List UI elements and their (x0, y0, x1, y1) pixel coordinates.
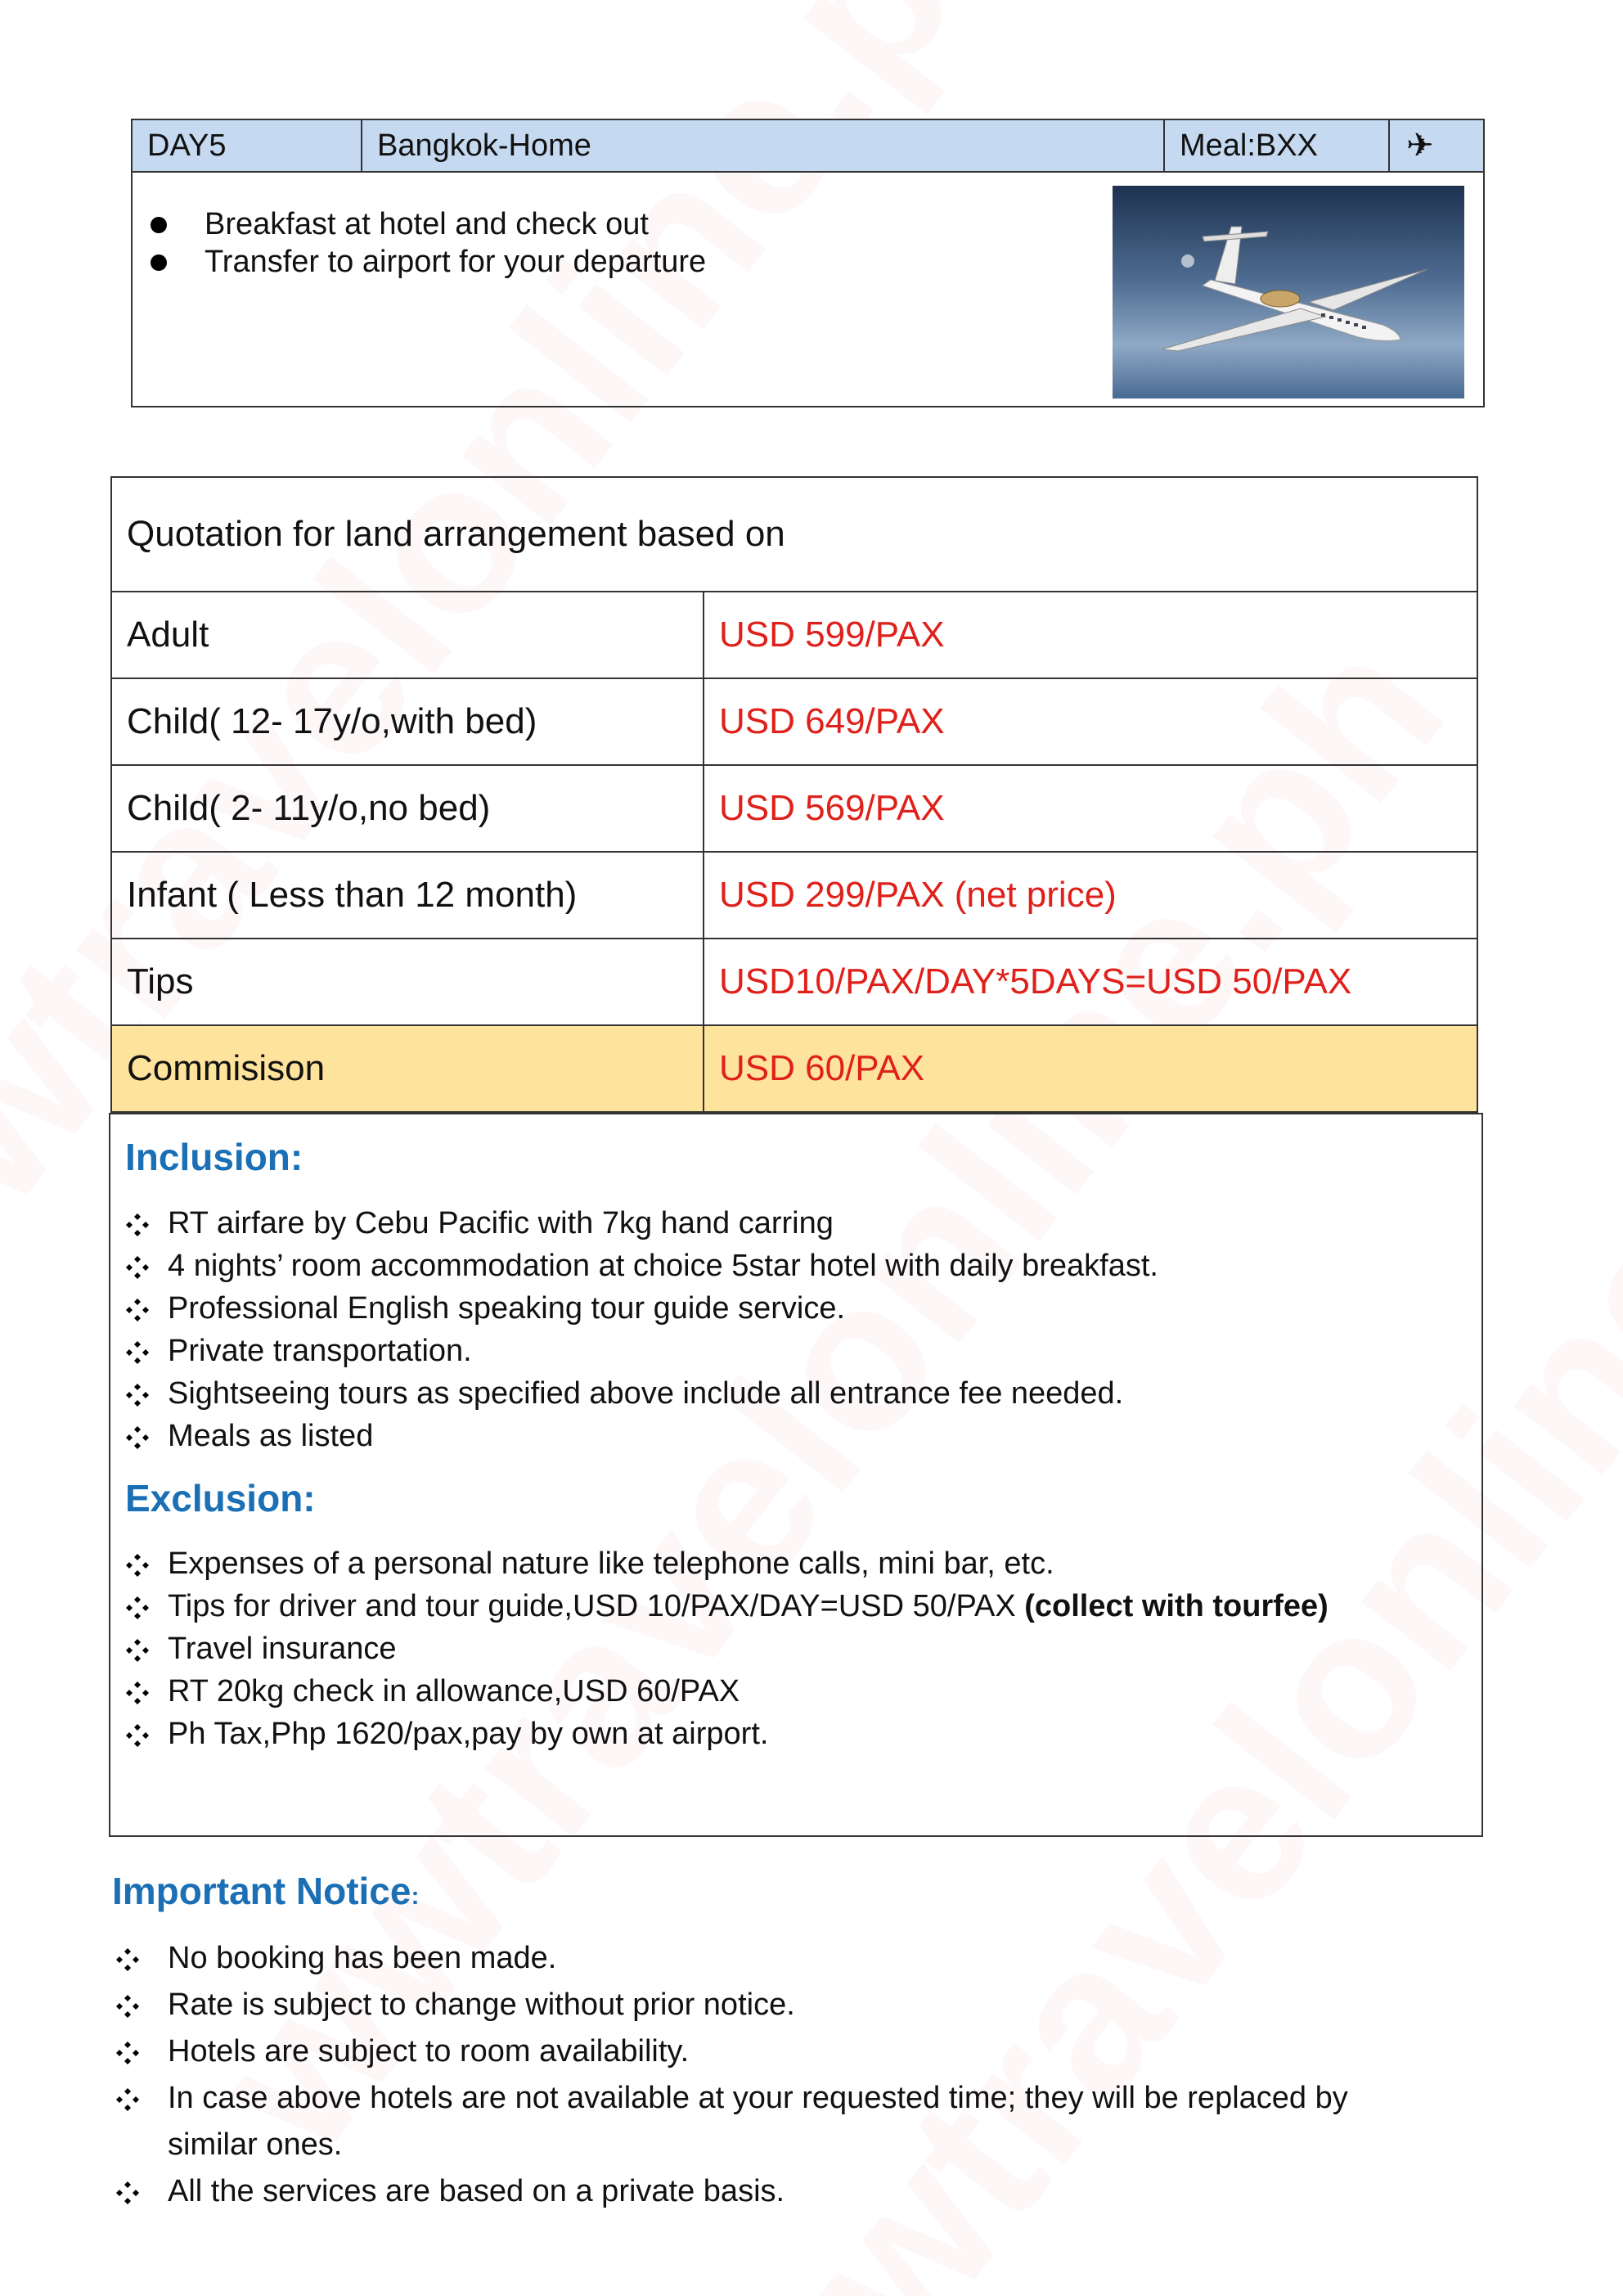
day-route: Bangkok-Home (362, 120, 1165, 171)
diamond-bullet-icon (115, 2181, 140, 2205)
list-item-text: No booking has been made. (168, 1941, 557, 1975)
inclusion-list (110, 1202, 1158, 1457)
list-item (112, 1982, 1486, 2028)
list-item-text: Travel insurance (168, 1632, 397, 1666)
list-item-text: Hotels are subject to room availability. (168, 2034, 690, 2069)
list-item (110, 1330, 1158, 1372)
list-item-text: All the services are based on a private basis. (168, 2174, 785, 2208)
day-meal: Meal:BXX (1165, 120, 1390, 171)
diamond-bullet-icon (125, 1255, 150, 1280)
list-item: Breakfast at hotel and check out (147, 205, 706, 243)
airplane-photo (1113, 186, 1464, 398)
diamond-bullet-icon (125, 1553, 150, 1578)
quotation-title: Quotation for land arrangement based on (112, 478, 1477, 592)
list-item-continuation (112, 2122, 1486, 2168)
day-header-row (133, 120, 1483, 173)
diamond-bullet-icon (125, 1638, 150, 1663)
price-value: USD10/PAX/DAY*5DAYS=USD 50/PAX (719, 961, 1352, 1002)
list-item-text: RT airfare by Cebu Pacific with 7kg hand carring (168, 1206, 834, 1240)
notice-title (112, 1869, 419, 1913)
list-item: Transfer to airport for your departure (147, 243, 706, 281)
table-row (112, 679, 1477, 766)
inclusion-exclusion-box (109, 1113, 1483, 1837)
price-value: USD 649/PAX (719, 701, 945, 741)
list-item (110, 1585, 1329, 1627)
list-item (110, 1202, 1158, 1245)
diamond-bullet-icon (125, 1383, 150, 1407)
notice-title-colon: : (411, 1883, 420, 1910)
list-item-text: Meals as listed (168, 1419, 374, 1453)
price-label: Child( 12- 17y/o,with bed) (112, 679, 704, 764)
table-row (112, 853, 1477, 939)
exclusion-list (110, 1542, 1329, 1755)
list-item-text: Rate is subject to change without prior notice. (168, 1988, 795, 2022)
price-label: Infant ( Less than 12 month) (112, 853, 704, 938)
airplane-icon: ✈ (1406, 128, 1434, 164)
list-item-text: In case above hotels are not available at your requested time; they will be replaced by (168, 2081, 1348, 2115)
diamond-bullet-icon (115, 2041, 140, 2065)
list-item (110, 1287, 1158, 1330)
quotation-table (110, 476, 1478, 1113)
list-item (112, 2075, 1486, 2122)
list-item (110, 1670, 1329, 1713)
list-item-text: Professional English speaking tour guide service. (168, 1291, 846, 1326)
table-row (112, 939, 1477, 1026)
price-value: USD 299/PAX (net price) (719, 875, 1117, 915)
price-label: Adult (112, 592, 704, 678)
exclusion-title: Exclusion: (125, 1477, 316, 1519)
list-item-text: similar ones. (168, 2127, 343, 2162)
price-label: Child( 2- 11y/o,no bed) (112, 766, 704, 851)
collect-note: (collect with tourfee) (1024, 1589, 1329, 1623)
list-item-text: Expenses of a personal nature like telephone calls, mini bar, etc. (168, 1546, 1054, 1581)
diamond-bullet-icon (115, 2087, 140, 2112)
list-item (110, 1415, 1158, 1457)
diamond-bullet-icon (125, 1213, 150, 1237)
diamond-bullet-icon (125, 1596, 150, 1620)
day-body (133, 173, 1483, 407)
table-row (112, 766, 1477, 853)
list-item-text: Ph Tax,Php 1620/pax,pay by own at airport. (168, 1717, 769, 1751)
list-item (110, 1245, 1158, 1287)
diamond-bullet-icon (125, 1425, 150, 1450)
diamond-bullet-icon (125, 1681, 150, 1705)
list-item-text: Tips for driver and tour guide,USD 10/PAX/DAY=USD 50/PAX (168, 1589, 1025, 1623)
day-itinerary-table (131, 119, 1485, 407)
notice-list (112, 1935, 1486, 2215)
list-item-text: Sightseeing tours as specified above include all entrance fee needed. (168, 1376, 1124, 1411)
diamond-bullet-icon (125, 1340, 150, 1365)
list-item-text: 4 nights’ room accommodation at choice 5star hotel with daily breakfast. (168, 1249, 1158, 1283)
price-value: USD 60/PAX (719, 1048, 925, 1088)
list-item (110, 1542, 1329, 1585)
list-item (112, 2028, 1486, 2075)
list-item (110, 1713, 1329, 1755)
list-item (110, 1372, 1158, 1415)
price-label: Commisison (112, 1026, 704, 1111)
price-value: USD 599/PAX (719, 615, 945, 655)
commission-row (112, 1026, 1477, 1111)
diamond-bullet-icon (115, 1994, 140, 2019)
list-item (112, 1935, 1486, 1982)
diamond-bullet-icon (125, 1723, 150, 1748)
list-item (112, 2168, 1486, 2215)
notice-title-text: Important Notice (112, 1870, 411, 1912)
diamond-bullet-icon (115, 1947, 140, 1972)
list-item (110, 1627, 1329, 1670)
diamond-bullet-icon (125, 1298, 150, 1322)
inclusion-title: Inclusion: (125, 1136, 303, 1178)
price-label: Tips (112, 939, 704, 1024)
day-label: DAY5 (133, 120, 362, 171)
day-activities (147, 205, 706, 281)
table-row (112, 592, 1477, 679)
price-value: USD 569/PAX (719, 788, 945, 828)
list-item-text: Private transportation. (168, 1334, 472, 1368)
list-item-text: RT 20kg check in allowance,USD 60/PAX (168, 1674, 740, 1708)
